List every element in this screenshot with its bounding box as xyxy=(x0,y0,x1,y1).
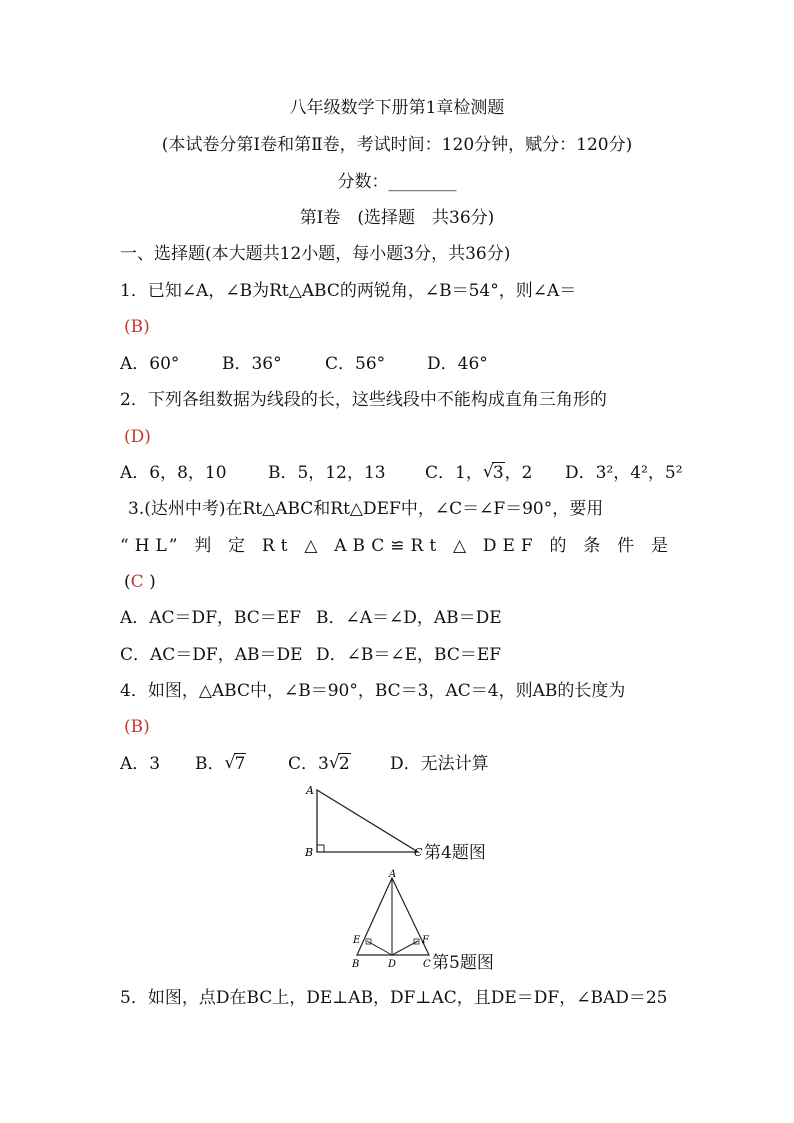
question-3-option-d: D．∠B＝∠E，BC＝EF xyxy=(316,645,502,665)
sqrt-expression xyxy=(329,753,351,775)
vertex-label-c: C xyxy=(423,959,431,970)
right-triangle xyxy=(317,790,418,852)
question-3-stem: 3.(达州中考)在Rt△ABC和Rt△DEF中，∠C＝∠F＝90°，要用 xyxy=(128,499,604,519)
question-2-answer: (D) xyxy=(124,427,151,447)
question-1-answer: (B) xyxy=(124,317,150,337)
sqrt-expression xyxy=(483,462,505,484)
option-a: A．3 xyxy=(120,754,161,774)
answer-letter: C xyxy=(130,572,144,592)
vertex-label-e: E xyxy=(353,935,361,946)
radicand: 7 xyxy=(234,754,246,774)
radical-sign-icon: √ xyxy=(224,753,236,773)
radicand: 2 xyxy=(338,754,350,774)
radical-sign-icon: √ xyxy=(328,753,340,773)
radical-sign-icon: √ xyxy=(482,462,494,482)
option-b: B．36° xyxy=(222,354,282,374)
right-angle-marker xyxy=(317,845,324,852)
option-d: D．46° xyxy=(427,354,488,374)
vertex-label-a: A xyxy=(306,784,314,797)
option-c-prefix: C．3 xyxy=(288,754,329,774)
vertex-label-a: A xyxy=(389,869,397,880)
question-3-stem-continued: “HL”判定Rt△ABC≌Rt△DEF的条件是 xyxy=(120,536,674,556)
answer-open-paren: ( xyxy=(124,572,131,592)
option-b: B．5，12，13 xyxy=(268,463,386,483)
score-line: 分数：________ xyxy=(337,172,457,192)
question-3-option-a: A．AC＝DF，BC＝EF xyxy=(120,608,302,628)
question-3-answer xyxy=(124,571,156,593)
option-d: D．无法计算 xyxy=(390,754,489,774)
option-c-prefix: C．1， xyxy=(425,463,483,483)
option-a: A．6，8，10 xyxy=(120,463,227,483)
answer-close-paren: ) xyxy=(149,572,156,592)
vertex-label-b: B xyxy=(305,846,314,859)
exam-title: 八年级数学下册第1章检测题 xyxy=(289,98,505,118)
option-c xyxy=(425,462,532,484)
vertex-label-d: D xyxy=(388,959,397,970)
option-c xyxy=(288,753,351,775)
option-c-suffix: ，2 xyxy=(504,463,533,483)
isosceles-triangle xyxy=(357,878,429,955)
exam-subtitle: (本试卷分第Ⅰ卷和第Ⅱ卷，考试时间：120分钟，赋分：120分) xyxy=(161,135,633,155)
question-3-option-b: B．∠A＝∠D，AB＝DE xyxy=(316,608,502,628)
question-4-figure xyxy=(300,780,430,860)
question-3-option-c: C．AC＝DF，AB＝DE xyxy=(120,645,303,665)
question-2-stem: 2．下列各组数据为线段的长，这些线段中不能构成直角三角形的 xyxy=(120,390,607,410)
figure-4-caption: 第4题图 xyxy=(424,843,486,863)
vertex-label-c: C xyxy=(414,846,423,859)
radicand: 3 xyxy=(492,463,504,483)
question-5-figure xyxy=(345,868,440,970)
option-d: D．3²，4²，5² xyxy=(565,463,683,483)
vertex-label-f: F xyxy=(422,935,429,946)
option-b xyxy=(195,753,246,775)
option-b-prefix: B． xyxy=(195,754,225,774)
sqrt-expression xyxy=(225,753,247,775)
question-1-stem: 1．已知∠A，∠B为Rt△ABC的两锐角，∠B＝54°，则∠A＝ xyxy=(120,281,577,301)
question-4-answer: (B) xyxy=(124,717,150,737)
option-c: C．56° xyxy=(325,354,386,374)
question-5-stem: 5．如图，点D在BC上，DE⊥AB，DF⊥AC，且DE＝DF，∠BAD＝25 xyxy=(120,988,668,1008)
figure-5-caption: 第5题图 xyxy=(432,953,494,973)
question-4-stem: 4．如图，△ABC中，∠B＝90°，BC＝3，AC＝4，则AB的长度为 xyxy=(120,681,626,701)
volume-heading: 第Ⅰ卷 (选择题 共36分) xyxy=(299,208,495,228)
option-a: A．60° xyxy=(120,354,180,374)
vertex-label-b: B xyxy=(352,959,360,970)
section-heading: 一、选择题(本大题共12小题，每小题3分，共36分) xyxy=(120,244,511,264)
